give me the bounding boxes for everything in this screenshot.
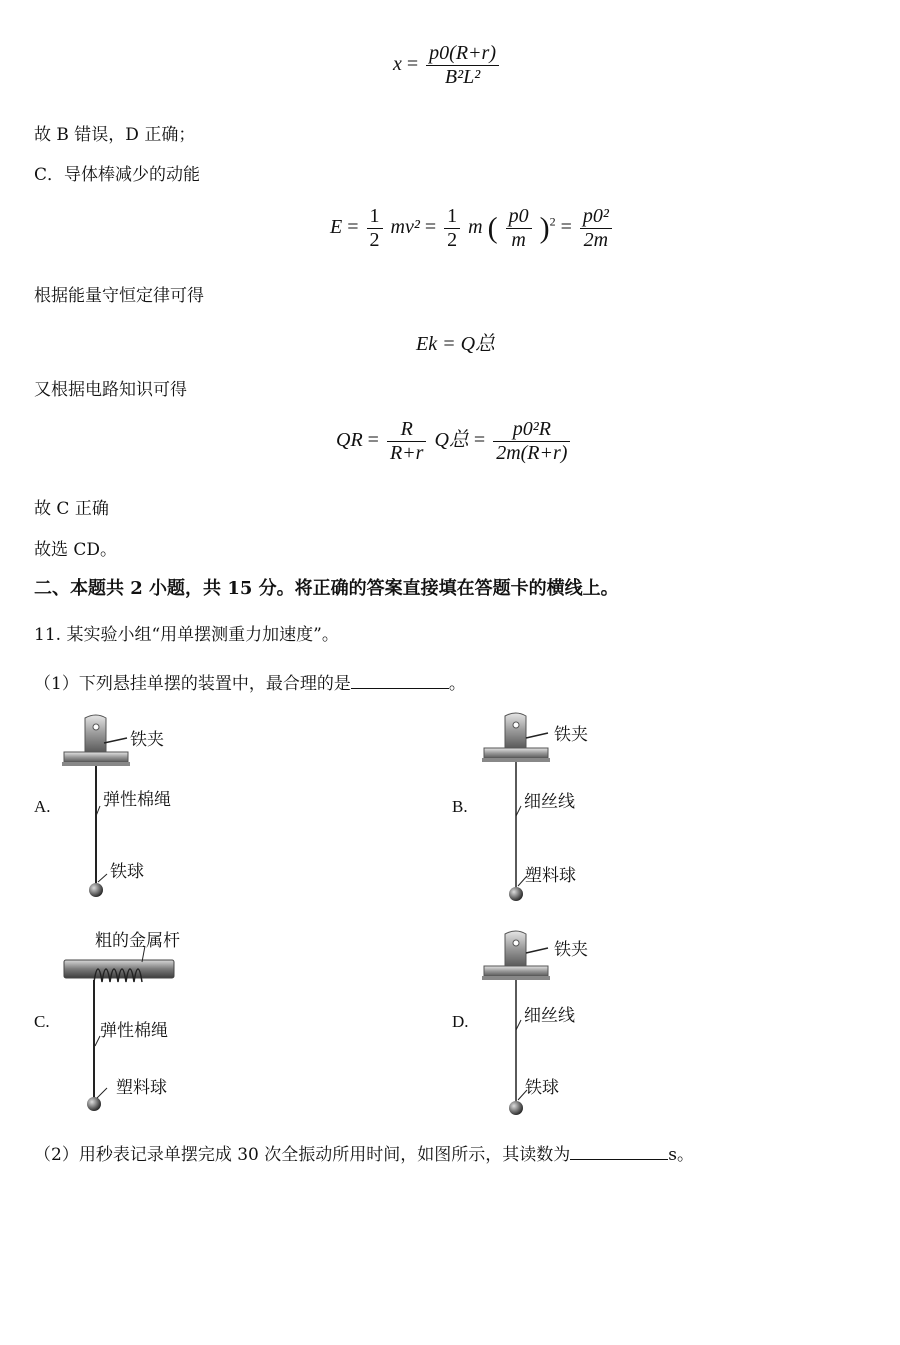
eq-e-inner-num: p0 [506, 205, 532, 229]
option-a-label[interactable]: A. [34, 797, 51, 816]
option-d-bottom-tag: 铁球 [525, 1078, 559, 1098]
option-b-label[interactable]: B. [452, 797, 468, 816]
option-d-top-tag: 铁夹 [554, 940, 588, 960]
equation-qr: QR = $\frac{R}{R+r}$ Q总 = $\frac{\text{p0²R}}{2m(R+r)}$ [336, 418, 573, 465]
equation-x: x = $\frac{p0(R+r)}{\text{B²L²}}$ [393, 42, 502, 89]
eq-x-lhs: x [393, 53, 402, 76]
eq-qr-lhs: QR [336, 429, 363, 452]
eq-qr-frac1-den: R+r [389, 442, 424, 464]
eq-e-tail1: mv² [390, 216, 420, 239]
eq-e-lhs: E [330, 216, 343, 239]
text-line-2: C．导体棒减少的动能 [34, 165, 201, 185]
option-d-clip-icon [482, 931, 550, 980]
question-11: 11. 某实验小组“用单摆测重力加速度”。 [34, 625, 339, 645]
option-b-ball [509, 887, 523, 901]
equation-energy: E = $\frac{1}{2}$ mv² = $\frac{1}{2}$ m ( $\frac{p0}{m}$ )$^2$ = $\frac{\text{p0²}}{2m}$ [330, 205, 615, 252]
q11-2-end: s。 [668, 1145, 694, 1165]
option-a-mid-tag: 弹性棉绳 [103, 790, 171, 810]
option-a-top-tag: 铁夹 [130, 730, 164, 750]
option-d-label[interactable]: D. [452, 1012, 469, 1031]
option-b-clip-icon [482, 713, 550, 762]
option-d-mid-tag: 细丝线 [524, 1006, 575, 1026]
option-a-bottom-tag: 铁球 [110, 862, 144, 882]
option-b-top-tag: 铁夹 [554, 725, 588, 745]
q11-1-end: 。 [448, 674, 466, 694]
eq-qr-mid: Q总 [434, 429, 469, 452]
eq-e-frac2-den: 2 [447, 229, 458, 251]
text-line-1: 故 B 错误，D 正确； [34, 125, 196, 145]
option-c-label[interactable]: C. [34, 1012, 50, 1031]
question-11-part-2 [34, 1140, 694, 1165]
option-c-rod-icon [64, 960, 174, 982]
q11-1-text: （1）下列悬挂单摆的装置中，最合理的是 [34, 674, 351, 694]
eq-e-inner-den: m [511, 229, 526, 251]
eq-qr-frac2-num: p0²R [493, 418, 570, 442]
eq-e-frac2-num: 1 [444, 205, 460, 229]
eq-x-den: B²L² [444, 66, 481, 88]
text-line-5: 故 C 正确 [34, 499, 109, 519]
eq-qr-frac2-den: 2m(R+r) [496, 442, 568, 464]
eq-x-num: p0(R+r) [426, 42, 499, 66]
eq-e-result-num: p0² [580, 205, 612, 229]
option-c-ball [87, 1097, 101, 1111]
q11-2-text: （2）用秒表记录单摆完成 30 次全振动所用时间，如图所示，其读数为 [34, 1145, 571, 1165]
eq-e-frac1-num: 1 [367, 205, 383, 229]
option-a-ball [89, 883, 103, 897]
eq-qr-frac1-num: R [387, 418, 427, 442]
option-c-mid-tag: 弹性棉绳 [100, 1021, 168, 1041]
option-c-top-tag: 粗的金属杆 [95, 931, 180, 951]
option-d-ball [509, 1101, 523, 1115]
option-b-mid-tag: 细丝线 [524, 792, 575, 812]
eq-e-result-den: 2m [583, 229, 609, 251]
equation-ek: Ek = Q总 [416, 333, 496, 355]
option-b-bottom-tag: 塑料球 [525, 866, 576, 886]
section-heading: 二、本题共 2 小题，共 15 分。将正确的答案直接填在答题卡的横线上。 [34, 578, 619, 599]
answer-blank-2[interactable] [570, 1145, 668, 1160]
option-c-bottom-tag: 塑料球 [116, 1078, 167, 1098]
text-line-6: 故选 CD。 [34, 540, 118, 560]
option-a-clip-icon [62, 715, 130, 766]
text-line-4: 又根据电路知识可得 [34, 380, 187, 400]
eq-e-tail2: m [468, 216, 483, 239]
eq-e-frac1-den: 2 [369, 229, 380, 251]
text-line-3: 根据能量守恒定律可得 [34, 286, 204, 306]
